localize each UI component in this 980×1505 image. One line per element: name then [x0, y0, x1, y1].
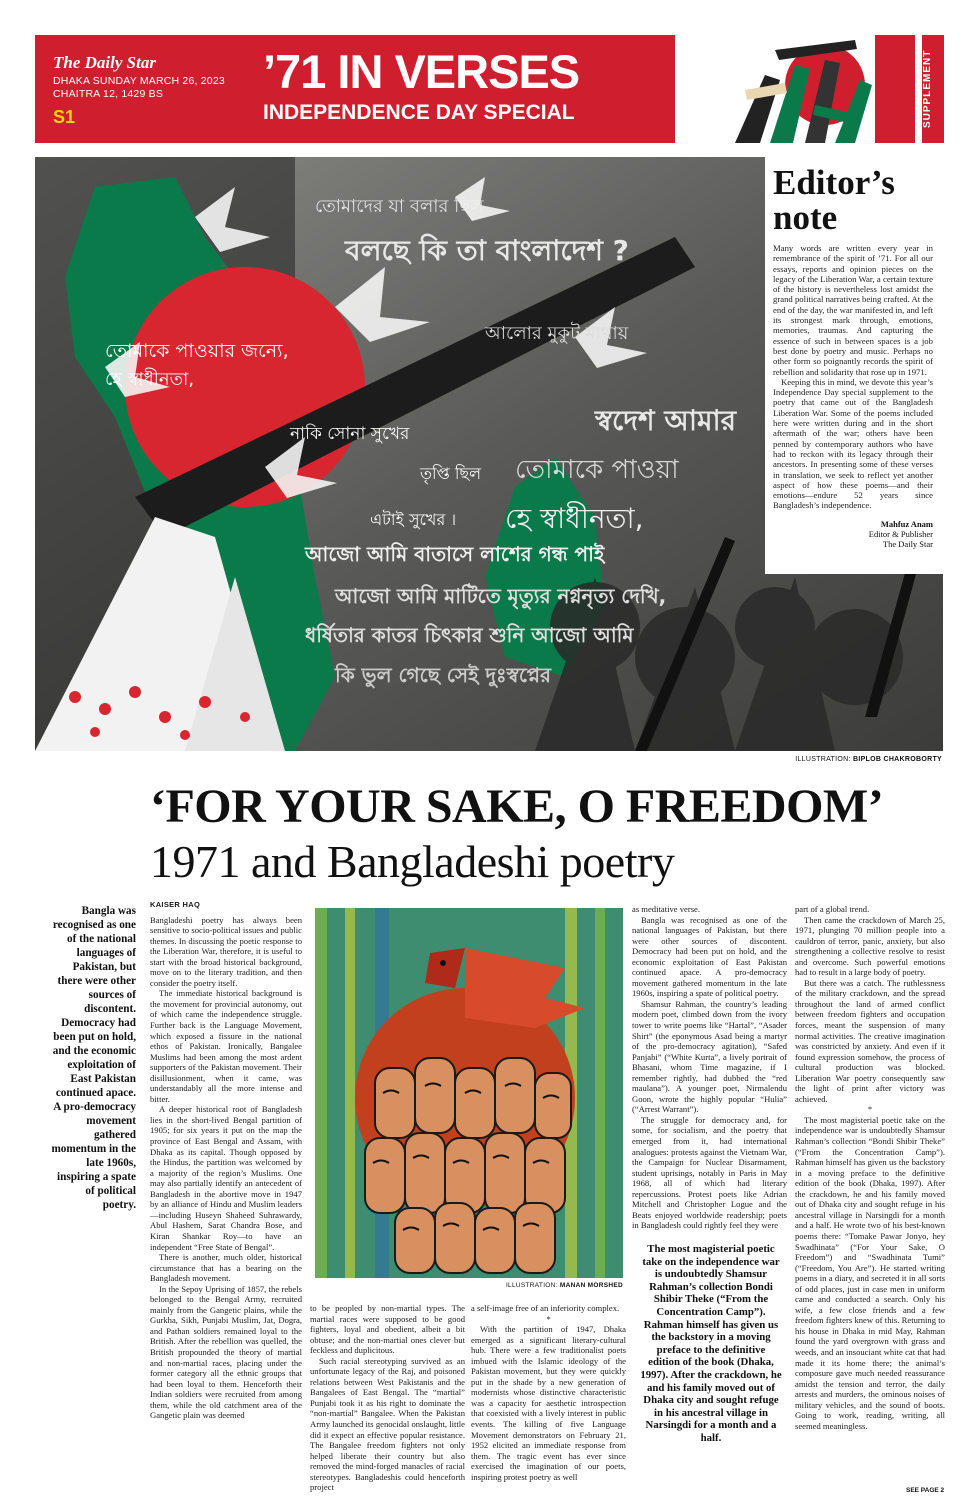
body-paragraph: The most magisterial poetic take on the independence war is undoubtedly Shamsur Rahman’s collection “Bondi Shibir Theke” (“From the Concentration Camp”). Rahman himself has given us the backstory in a moving preface to the definitive edition of the book (Dhaka, 1997). After the crackdown, he and his family moved out of Dhaka city and sought refuge in his ancestral village in Narsingdi for a month and a half. He wrote two of his best-known poems there: “Tomake Pawar Jonyo, hey Swadhinata” (“For Your Sake, O Freedom”) and “Swadhinata Tumi” (“Freedom, You Are”). He started writing poems in a diary, and secreted it in all sorts of odd places, just in case men in uniform came and conducted a search. Only his wife, a few close friends and a few freedom fighters knew of this. Returning to his house in Dhaka in mid May, Rahman found the yard overgrown with grass and weeds, and an insouciant white cat that had made it its home there; the animal’s composure gave much needed reassurance amidst the tension and terror, the daily arrests and murders, the ominous noises of military vehicles, and the sound of boots. Going to work, reading, writing, all seemed meaningless.	[795, 1114, 945, 1431]
faces-painting	[315, 908, 623, 1278]
editors-note	[765, 157, 943, 574]
body-paragraph: There is another, much older, historical circumstance that has a bearing on the Bangladesh movement.	[150, 1252, 302, 1284]
body-paragraph: to be peopled by non-martial types. The martial races were supposed to be good fighters, loyal and obedient, albeit a bit obtuse; and the non-martial ones clever but feckless and duplicitous.	[310, 1303, 465, 1356]
bengali-verse-8: নাকি সোনা সুখের	[290, 424, 410, 444]
bengali-verse-11: হে স্বাধীনতা,	[505, 502, 644, 535]
bengali-verse-15: কি ভুল গেছে সেই দুঃস্বপ্নের	[335, 663, 552, 687]
masthead-banner	[35, 35, 915, 143]
article-column-2	[310, 1303, 465, 1493]
dateline	[53, 75, 225, 101]
body-paragraph: A deeper historical root of Bangladesh lies in the short-lived Bengal partition of 1905; for six years it put on the map the province of East Bengal and Assam, with Dhaka as its capital. Though opposed by the Hindus, the partition was welcomed by a majority of the region’s Muslims. One may also partially identify an antecedent of Bangladesh in the abortive move in 1947 by an alliance of Hindu and Muslim leaders—including Huseyn Shaheed Suhrawardy, Abul Hashem, Sarat Chandra Bose, and Kiran Shankar Roy—to have an independent “Free State of Bengal”.	[150, 1104, 302, 1252]
pull-quote-left: Bangla was recognised as one of the national languages of Pakistan, but there were other sources of discontent. Democracy had been put on hold, and the economic exploitation of East Pakistan continued apace. A pro-democracy movement gathered momentum in the late 1960s, inspiring a spate of political poetry.	[51, 905, 136, 1211]
section-break: *	[867, 1104, 873, 1115]
bengali-verse-6: স্বদেশ আমার	[595, 404, 737, 437]
article-column-4	[632, 904, 787, 1234]
pull-quote-right: The most magisterial poetic take on the independence war is undoubtedly Shamsur Rahman’s collection Bondi Shibir Theke (“From the Concentration Camp”). Rahman himself has given us the backstory in a moving preface to the definitive edition of the book (Dhaka, 1997). After the crackdown, he and his family moved out of Dhaka city and sought refuge in his ancestral village in Narsingdi for a month and a half.	[640, 1243, 782, 1444]
bengali-verse-9: তৃপ্তি ছিল	[420, 464, 482, 483]
body-paragraph: Bangla was recognised as one of the national languages of Pakistan, but there were other sources of discontent. Democracy had been put on hold, and the economic exploitation of East Pakistan continued apace. A pro-democracy movement gathered momentum in the late 1960s, inspiring a spate of political poetry.	[632, 914, 787, 999]
date-bengali: CHAITRA 12, 1429 BS	[53, 88, 164, 100]
figure-credit: ILLUSTRATION: MANAN MORSHED	[505, 1282, 623, 1289]
body-paragraph: Then came the crackdown of March 25, 1971, plunging 70 million people into a cauldron of terror, panic, anxiety, but also strengthening a collective resolve to resist and overcome. Such powerful emotions had to result in a large body of poetry.	[795, 914, 945, 978]
see-page-link[interactable]: SEE PAGE 2	[906, 1487, 945, 1494]
article-illustration	[315, 908, 623, 1278]
bengali-verse-7: তোমাকে পাওয়া	[515, 455, 679, 485]
masthead-illustration	[675, 35, 875, 143]
body-paragraph: Bangladeshi poetry has always been sensitive to socio-political issues and public themes. In discussing the poetic response to the Liberation War, therefore, it is useful to start with the broad historical background, move on to the literary tradition, and then consider the poetry itself.	[150, 914, 302, 988]
byline[interactable]: KAISER HAQ	[150, 900, 201, 909]
signer-title: Editor & Publisher	[868, 528, 933, 539]
editors-note-paragraph: Keeping this in mind, we devote this year’s Independence Day special supplement to the poetry that came out of the Bangladesh Liberation War. Some of the poems included here were written during and in the short aftermath of the war; others have been penned by contemporary authors who have had to reckon with its legacy through their ancestors. In presenting some of these verses in translation, we seek to reflect yet another aspect of how these poems—and their emotions—endure 52 years since Bangladesh’s independence.	[773, 376, 933, 511]
body-paragraph: as meditative verse.	[632, 904, 701, 914]
bengali-verse-5: হে স্বাধীনতা,	[105, 369, 195, 390]
section-break: *	[546, 1313, 551, 1324]
supplement-title: ’71 IN VERSES	[263, 45, 580, 98]
body-paragraph: In the Sepoy Uprising of 1857, the rebels belonged to the Bengal Army, recruited mainly from the Gangetic plains, while the Gurkha, Sikh, Punjabi Muslim, Jat, Dogra, and Pathan soldiers remained loyal to the British. After the rebellion was quelled, the British propounded the theory of martial and non-martial races, placing under the former category all the ethnic groups that had been loyal to them. Henceforth their Indian soldiers were recruited from among them, while the old catchment area of the Gangetic plain was deemed	[150, 1283, 302, 1421]
bengali-verse-10: এটাই সুখের ।	[370, 510, 457, 529]
fists-artwork	[675, 35, 875, 143]
brand-logo[interactable]: The Daily Star	[53, 53, 156, 72]
article-column-3	[471, 1303, 626, 1493]
body-paragraph: With the partition of 1947, Dhaka emerged as a significant literary-cultural hub. There were a few traditionalist poets imbued with the Islamic ideology of the Pakistan movement, but they were quickly put in the shade by a new generation of modernists whose distinctive characteristic was a capacity for aesthetic introspection that coexisted with a lively interest in public events. The killing of five Language Movement demonstrators on February 21, 1952 elicited an immediate response from them. The tragic event has ever since exercised the imagination of our poets, inspiring protest poetry as well	[471, 1324, 626, 1482]
signer-name: Mahfuz Anam	[880, 518, 933, 529]
editors-note-signature	[773, 519, 933, 549]
supplement-tab: SUPPLEMENT	[922, 35, 944, 143]
signer-org: The Daily Star	[882, 538, 933, 549]
date-gregorian: DHAKA SUNDAY MARCH 26, 2023	[53, 75, 225, 87]
article-column-1	[150, 900, 302, 1490]
article-subhead: 1971 and Bangladeshi poetry	[150, 836, 675, 887]
article-column-5	[795, 904, 945, 1494]
body-paragraph: Such racial stereotyping survived as an unfortunate legacy of the Raj, and poisoned relations between West Pakistanis and the Bangalees of East Bengal. The “martial” Punjabi took it as his right to dominate the “non-martial” Bangalee. When the Pakistan Army launched its genocidal onslaught, little did it expect an effective popular resistance. The Bangalee freedom fighters not only helped liberate their country but also removed the mind-forged manacles of racial stereotypes. Bangladeshis could henceforth project	[310, 1355, 465, 1493]
body-paragraph: Shamsur Rahman, the country’s leading modern poet, climbed down from the ivory tower to write poems like “Hartal”, “Asader Shirt” (the eponymous Asad being a martyr of the pro-democracy agitation), “Safed Panjabi” (“White Kurta”, a lively portrait of Bhasani, whom Time magazine, if I remember rightly, had dubbed the “red maulana”). A younger poet, Nirmalendu Goon, wrote the highly popular “Hulia” (“Arrest Warrant”).	[632, 998, 787, 1115]
hero-illustration-credit: ILLUSTRATION: BIPLOB CHAKROBORTY	[795, 756, 942, 763]
editors-note-paragraph: Many words are written every year in remembrance of the spirit of ’71. For all our essays, reports and opinion pieces on the legacy of the Liberation War, a certain texture of the history is nevertheless lost amidst the grand political narratives being crafted. At the end of the day, the war manifested in, and left its strongest mark through, emotions, memories, traumas. And capturing the essence of such in between spaces is a job best done by poetry and music. Perhaps no other form so poignantly records the spirit of rebellion and solidarity that rose up in 1971.	[773, 243, 933, 377]
body-paragraph: The immediate historical background is the movement for provincial autonomy, out of which came the independence struggle. Further back is the Language Movement, which exposed a fissure in the national ethos of Pakistan. Ironically, Bangalee Muslims had been among the most ardent supporters of the Pakistan movement. Their disillusionment, when it came, was understandably all the more intense and bitter.	[150, 988, 302, 1104]
body-paragraph: part of a global trend.	[795, 904, 870, 914]
bengali-verse-14: ধর্ষিতার কাতর চিৎকার শুনি আজো আমি	[305, 623, 634, 647]
bengali-verse-4: তোমাকে পাওয়ার জন্যে,	[105, 340, 289, 362]
section-code: S1	[53, 107, 76, 127]
bengali-verse-13: আজো আমি মাটিতে মৃত্যুর নগ্ননৃত্য দেখি,	[335, 584, 667, 608]
bengali-verse-1: তোমাদের যা বলার ছিল	[315, 196, 484, 217]
bengali-verse-2: বলছে কি তা বাংলাদেশ ?	[345, 234, 629, 267]
bengali-verse-3: আলোর মুকুট মাথায়	[485, 323, 629, 344]
body-paragraph: a self-image free of an inferiority complex.	[471, 1303, 620, 1313]
editors-note-title: Editor’s note	[773, 163, 895, 237]
body-paragraph: The struggle for democracy and, for some, for socialism, and the poetry that emerged from it, had international analogues: protests against the Vietnam War, the Campaign for Nuclear Disarmament, student uprisings, notably in Paris in May 1968, all of which had literary repercussions. Protest poets like Adrian Mitchell and Christopher Logue and the Beats enjoyed worldwide readership; poets in Bangladesh could rightly feel they were	[632, 1114, 787, 1231]
supplement-subtitle: INDEPENDENCE DAY SPECIAL	[263, 101, 575, 124]
body-paragraph: But there was a catch. The ruthlessness of the military crackdown, and the spread throughout the land of armed conflict between freedom fighters and occupation forces, meant the suspension of many normal activities. The creative imagination was constricted by anxiety. And even if it found expression somehow, the process of cultural production was blocked. Liberation War poetry consequently saw the light of print after victory was achieved.	[795, 977, 945, 1104]
bengali-verse-12: আজো আমি বাতাসে লাশের গন্ধ পাই	[305, 542, 605, 566]
article-headline[interactable]: ‘FOR YOUR SAKE, O FREEDOM’	[150, 780, 884, 833]
editors-note-body	[773, 243, 933, 511]
